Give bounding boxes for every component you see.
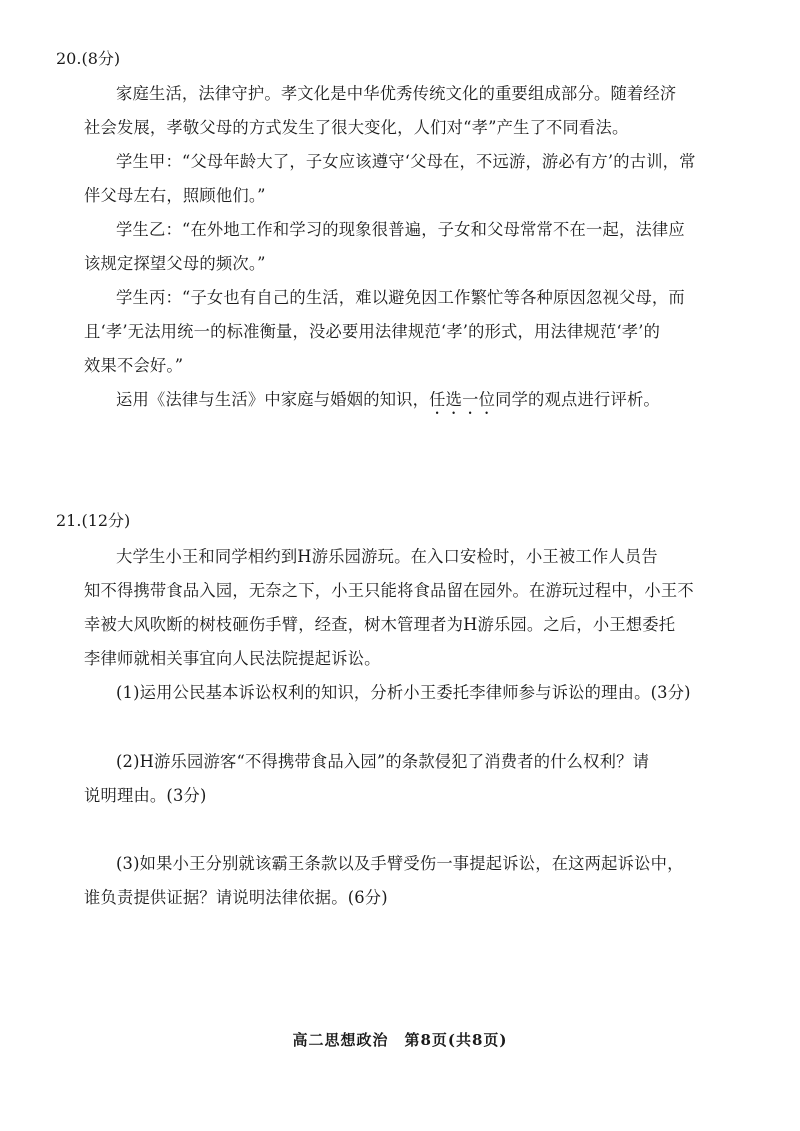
- q21-sub-question-3: 谁负责提供证据？请说明法律依据。(6分): [84, 888, 388, 907]
- q21-sub-question-1: (1)运用公民基本诉讼权利的知识，分析小王委托李律师参与诉讼的理由。(3分): [116, 683, 691, 702]
- q21-paragraph-line: 李律师就相关事宜向人民法院提起诉讼。: [84, 649, 381, 668]
- question-20-number: 20.(8分): [56, 49, 121, 68]
- q20-task-text: 同学的观点进行评析。: [495, 390, 660, 409]
- q20-task: [116, 386, 660, 418]
- q21-paragraph-line: 幸被大风吹断的树枝砸伤手臂，经查，树木管理者为H游乐园。之后，小王想委托: [84, 615, 676, 634]
- q20-student-a-line: 伴父母左右，照顾他们。”: [84, 186, 266, 205]
- q21-sub-question-2: 说明理由。(3分): [84, 786, 207, 805]
- q20-task-text: 运用《法律与生活》中家庭与婚姻的知识，: [116, 390, 430, 409]
- q20-task-emphasis: 任选一位: [429, 390, 496, 409]
- q20-paragraph-line: 社会发展，孝敬父母的方式发生了很大变化，人们对“孝”产生了不同看法。: [84, 118, 629, 137]
- q20-student-c-line: 效果不会好。”: [84, 356, 184, 375]
- q21-sub-question-3: (3)如果小王分别就该霸王条款以及手臂受伤一事提起诉讼，在这两起诉讼中，: [116, 854, 684, 873]
- q20-student-c-line: 且‘孝’无法用统一的标准衡量，没必要用法律规范‘孝’的形式，用法律规范‘孝’的: [84, 322, 661, 341]
- q20-student-b-line: 该规定探望父母的频次。”: [84, 254, 266, 273]
- q20-student-a-line: 学生甲：“父母年龄大了，子女应该遵守‘父母在，不远游，游必有方’的古训，常: [116, 152, 696, 171]
- q21-sub-question-2: (2)H游乐园游客“不得携带食品入园”的条款侵犯了消费者的什么权利？请: [116, 752, 650, 771]
- q20-student-c-line: 学生丙：“子女也有自己的生活，难以避免因工作繁忙等各种原因忽视父母，而: [116, 288, 685, 307]
- q21-paragraph-line: 大学生小王和同学相约到H游乐园游玩。在入口安检时，小王被工作人员告: [116, 547, 658, 566]
- q21-paragraph-line: 知不得携带食品入园，无奈之下，小王只能将食品留在园外。在游玩过程中，小王不: [84, 581, 694, 600]
- q20-student-b-line: 学生乙：“在外地工作和学习的现象很普遍，子女和父母常常不在一起，法律应: [116, 220, 685, 239]
- page-footer: 高二思想政治 第8页(共8页): [292, 1031, 508, 1049]
- question-21-number: 21.(12分): [56, 511, 131, 530]
- q20-paragraph-line: 家庭生活，法律守护。孝文化是中华优秀传统文化的重要组成部分。随着经济: [116, 84, 677, 103]
